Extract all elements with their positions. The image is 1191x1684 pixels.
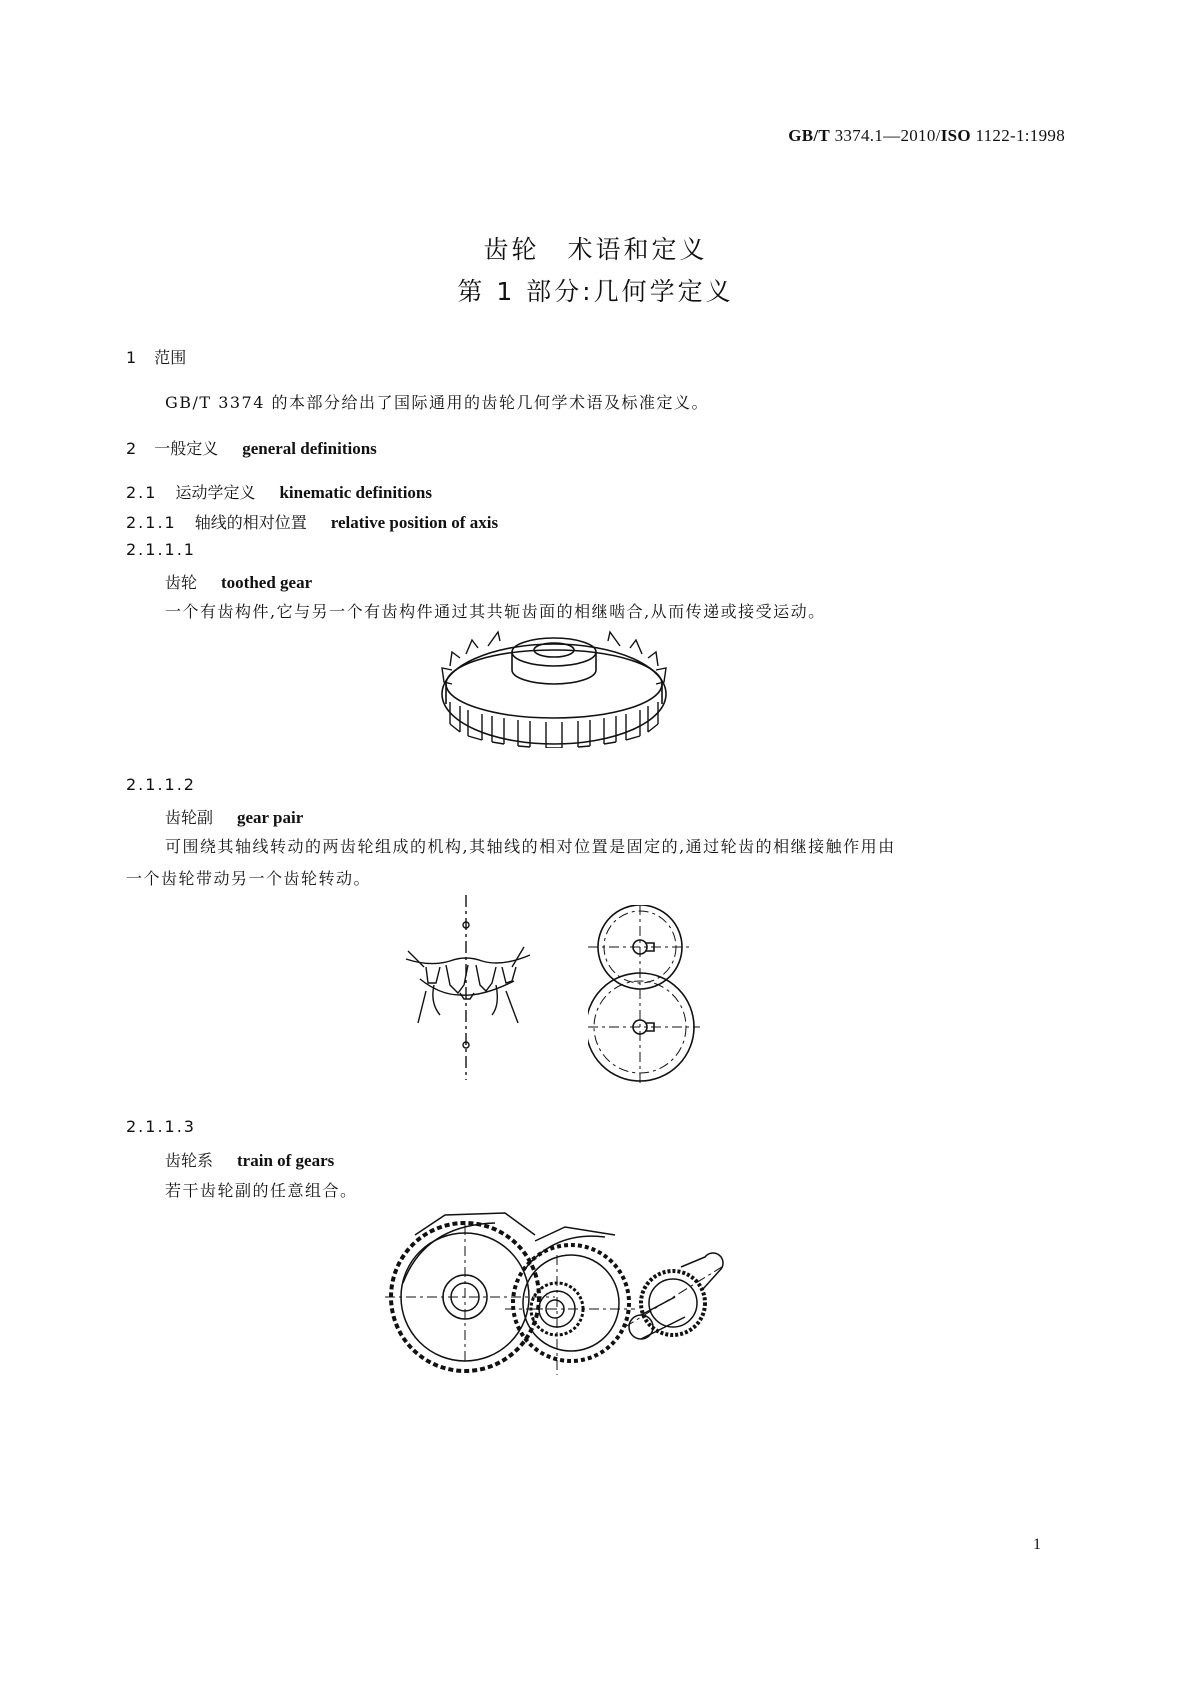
document-title: 齿轮 术语和定义 xyxy=(483,235,708,264)
page-number: 1 xyxy=(1033,1536,1041,1553)
gear-mesh-figure xyxy=(400,895,540,1080)
toothed-gear-figure xyxy=(438,628,670,748)
gear-pair-circles-figure xyxy=(588,905,708,1085)
term-number: 2.1.1.1 xyxy=(126,540,196,559)
term-heading: 齿轮 toothed gear xyxy=(165,573,313,592)
gear-train-figure xyxy=(385,1205,725,1375)
section-2-1-1-heading: 2.1.1 轴线的相对位置 relative position of axis xyxy=(126,513,499,532)
term-heading: 齿轮系 train of gears xyxy=(165,1151,335,1170)
term-definition: 一个有齿构件,它与另一个有齿构件通过其共轭齿面的相继啮合,从而传递或接受运动。 xyxy=(165,602,826,621)
section-1-text: GB/T 3374 的本部分给出了国际通用的齿轮几何学术语及标准定义。 xyxy=(165,393,709,412)
section-2-1-heading: 2.1 运动学定义 kinematic definitions xyxy=(126,483,433,502)
section-1-heading: 1 范围 xyxy=(126,348,187,367)
term-definition: 若干齿轮副的任意组合。 xyxy=(165,1181,358,1200)
term-number: 2.1.1.3 xyxy=(126,1117,196,1136)
section-2-heading: 2 一般定义 general definitions xyxy=(126,439,377,458)
term-number: 2.1.1.2 xyxy=(126,775,196,794)
term-definition-line2: 一个齿轮带动另一个齿轮转动。 xyxy=(126,869,372,888)
term-definition-line1: 可围绕其轴线转动的两齿轮组成的机构,其轴线的相对位置是固定的,通过轮齿的相继接触作用由 xyxy=(165,837,896,856)
term-heading: 齿轮副 gear pair xyxy=(165,808,304,827)
document-subtitle: 第 1 部分:几何学定义 xyxy=(457,277,734,306)
standard-code: GB/T 3374.1—2010/ISO 1122-1:1998 xyxy=(788,126,1065,145)
